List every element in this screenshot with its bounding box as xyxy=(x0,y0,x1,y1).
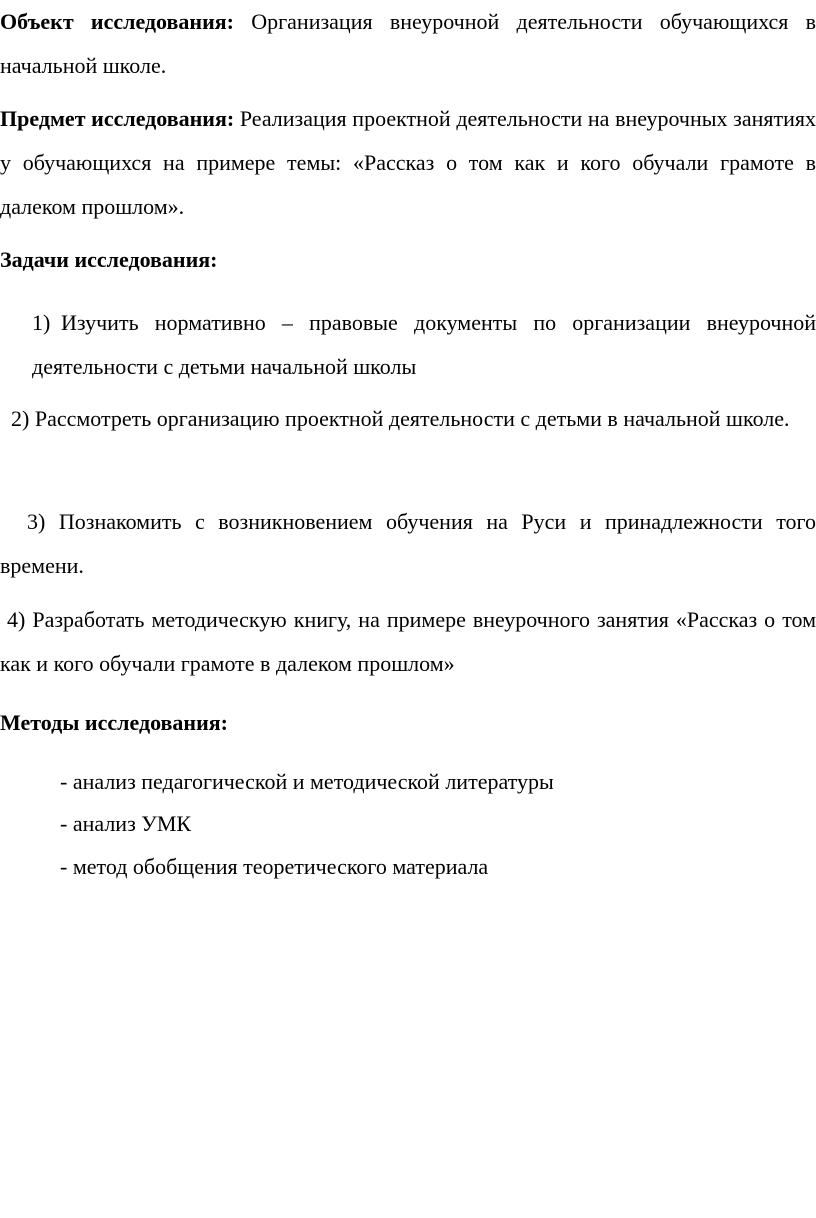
task-text: Изучить нормативно – правовые документы по организации внеурочной деятельности с детьми начальной школы xyxy=(32,310,816,379)
research-subject-text: Реализация проектной деятельности на внеурочных занятиях у обучающихся на примере темы: «Рассказ о том как и кого обучали грамоте в далеком прошлом». xyxy=(0,106,816,219)
research-subject-label: Предмет исследования: xyxy=(0,106,235,131)
task-item xyxy=(0,598,816,686)
task-number: 1) xyxy=(32,310,51,335)
tasks-heading-text: Задачи исследования: xyxy=(0,247,218,272)
task-text: Рассмотреть организацию проектной деятельности с детьми в начальной школе. xyxy=(34,406,790,431)
tasks-heading xyxy=(0,238,816,282)
method-item: - анализ педагогической и методической литературы xyxy=(60,769,554,794)
method-item: - анализ УМК xyxy=(60,811,192,836)
task-number: 4) xyxy=(7,607,26,632)
research-object-label: Объект исследования: xyxy=(0,9,234,34)
method-item: - метод обобщения теоретического материала xyxy=(60,854,489,879)
task-text: Разработать методическую книгу, на примере внеурочного занятия «Рассказ о том как и кого обучали грамоте в далеком прошлом» xyxy=(0,607,816,676)
methods-heading xyxy=(0,701,816,745)
research-object-text: Организация внеурочной деятельности обучающихся в начальной школе. xyxy=(0,9,816,78)
research-subject-paragraph xyxy=(0,97,816,229)
methods-heading-text: Методы исследования: xyxy=(0,710,228,735)
task-number: 2) xyxy=(11,406,30,431)
task-item xyxy=(0,397,816,441)
task-text: Познакомить с возникновением обучения на Руси и принадлежности того времени. xyxy=(0,509,816,578)
task-item xyxy=(32,301,816,389)
research-object-paragraph xyxy=(0,0,816,88)
task-number: 3) xyxy=(27,509,46,534)
task-item xyxy=(0,500,816,588)
